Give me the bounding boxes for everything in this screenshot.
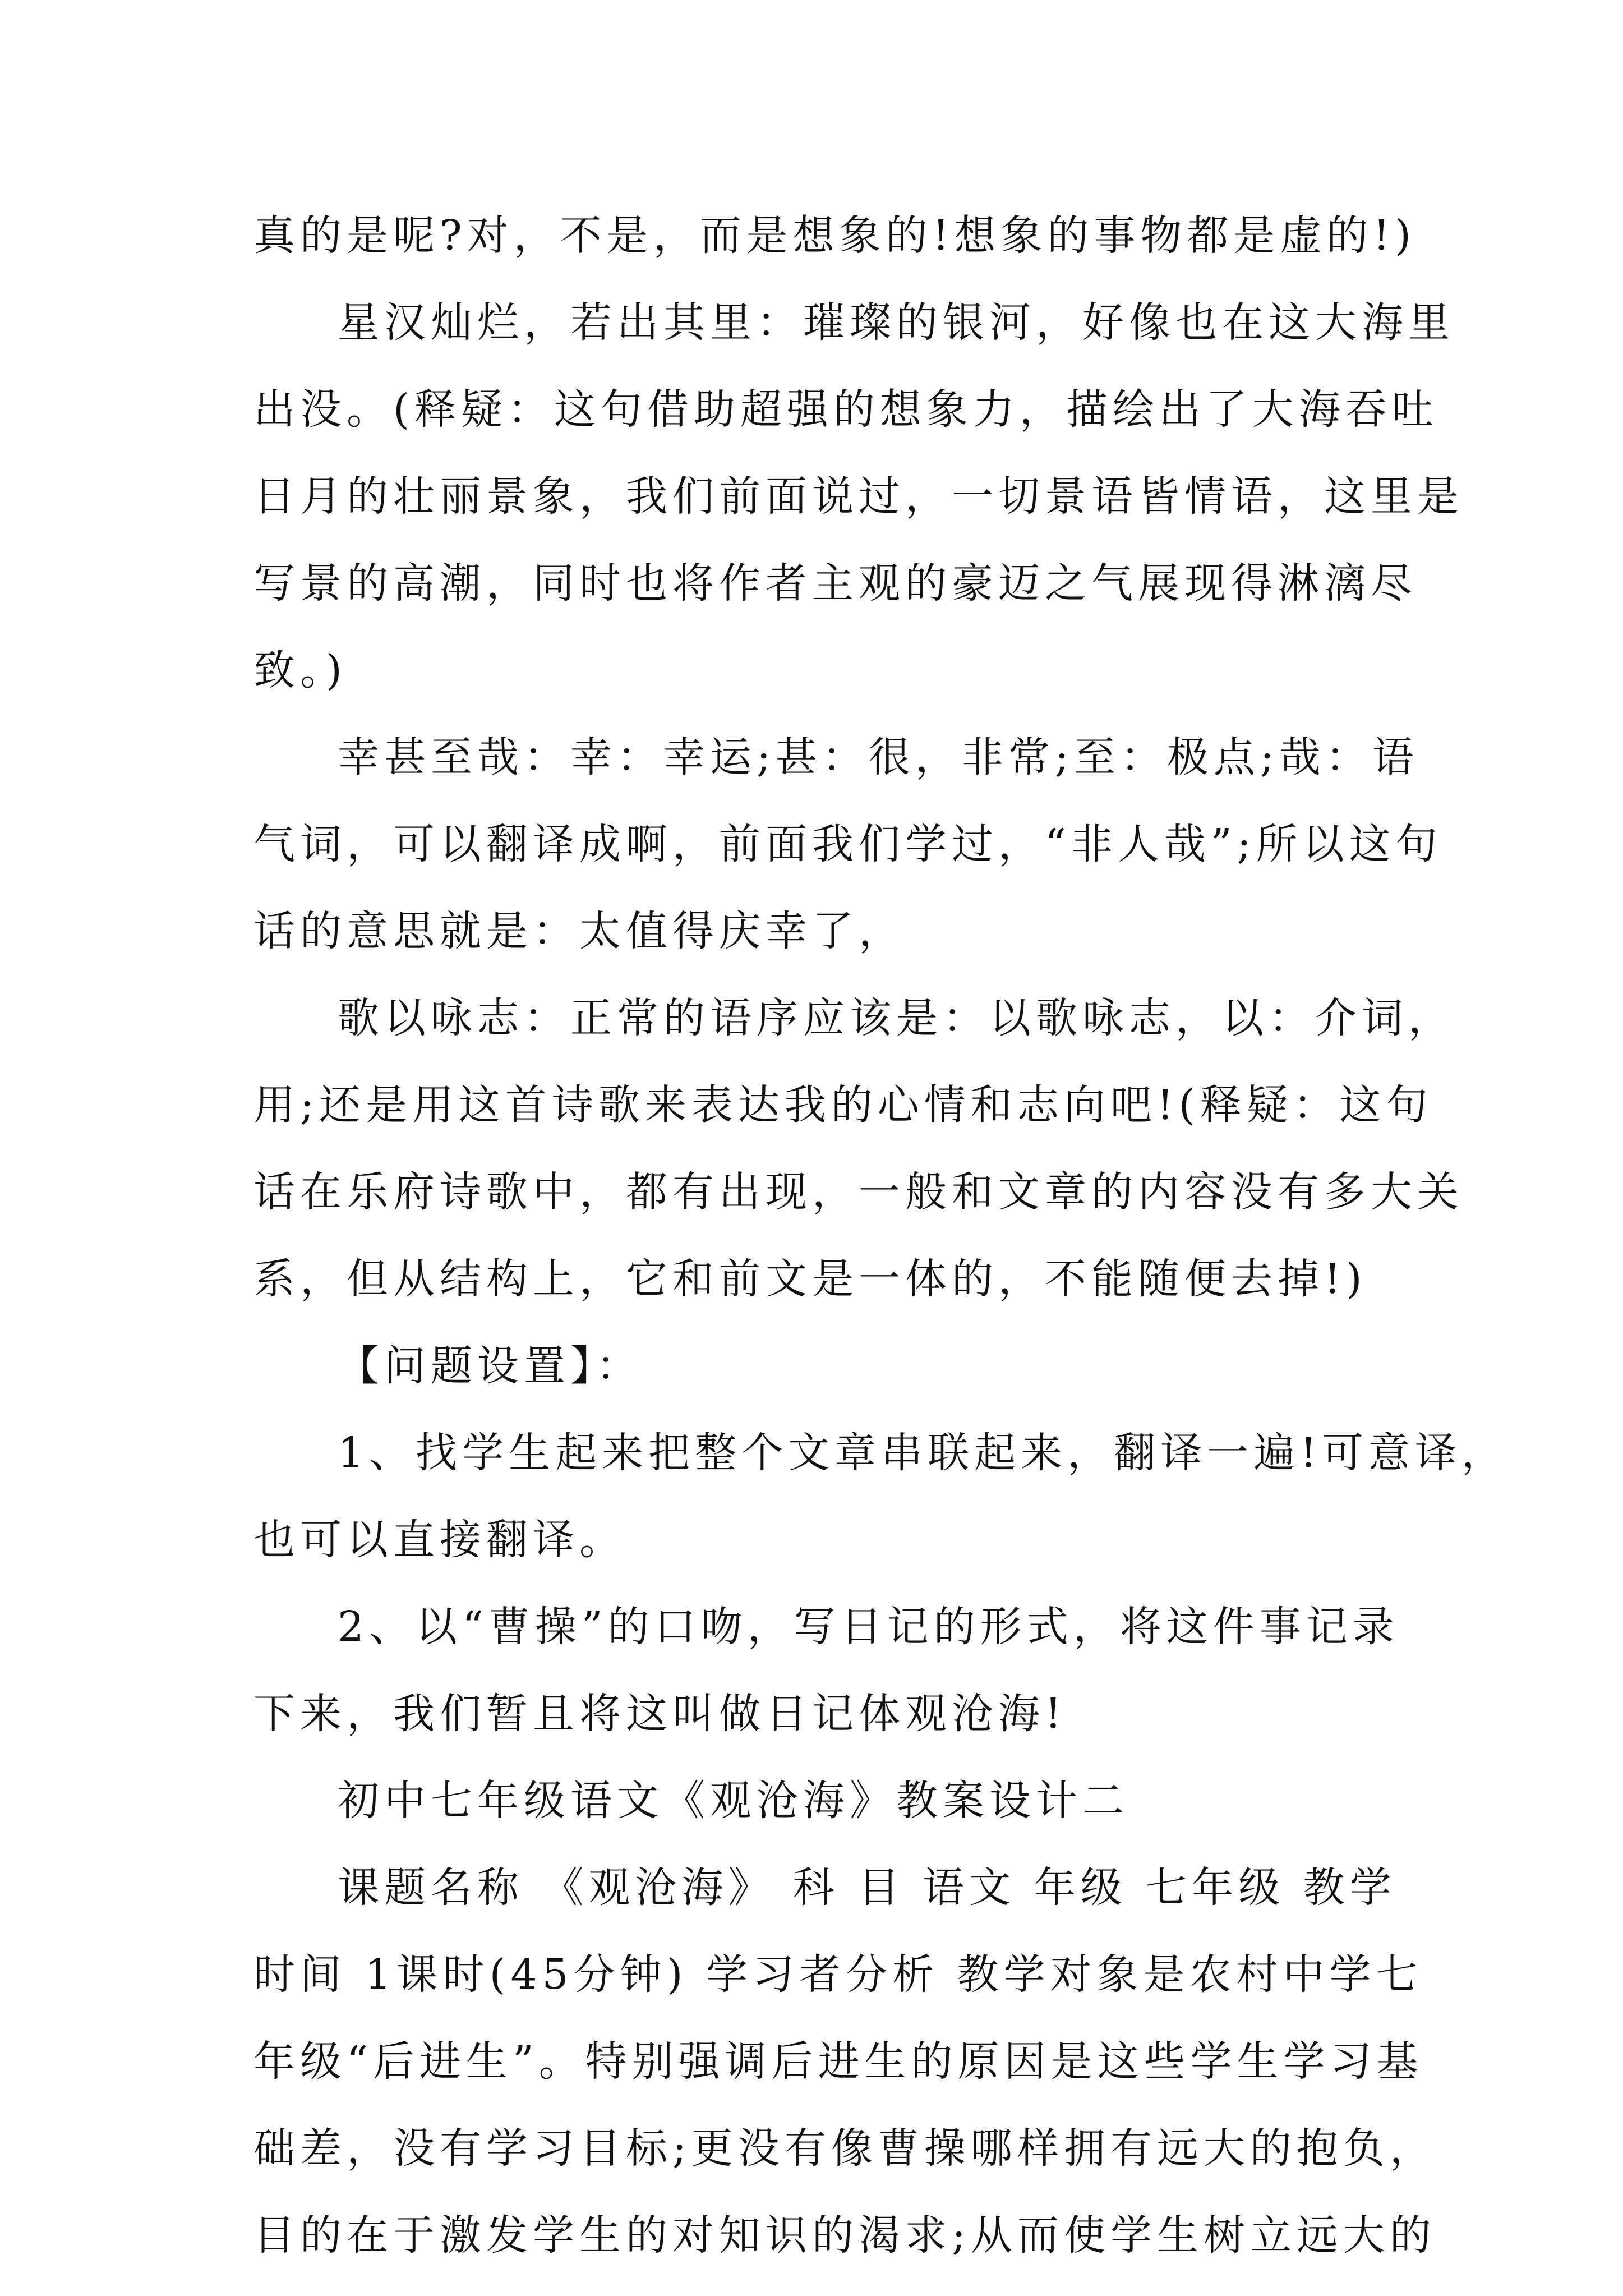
text-line-17: 2、以“曹操”的口吻，写日记的形式，将这件事记录: [338, 1603, 1399, 1651]
text-line-22: 年级“后进生”。特别强调后进生的原因是这些学生学习基: [253, 2037, 1423, 2086]
text-line-11: 用;还是用这首诗歌来表达我的心情和志向吧!(释疑：这句: [253, 1081, 1433, 1129]
section-heading-problem-setting: 【问题设置】：: [338, 1342, 643, 1390]
text-line-9: 话的意思就是：太值得庆幸了，: [253, 907, 905, 955]
text-line-18: 下来，我们暂且将这叫做日记体观沧海!: [253, 1690, 1067, 1738]
text-line-5: 写景的高潮，同时也将作者主观的豪迈之气展现得淋漓尽: [253, 559, 1417, 608]
text-line-23: 础差，没有学习目标;更没有像曹操哪样拥有远大的抱负，: [253, 2124, 1436, 2173]
text-line-15: 1、找学生起来把整个文章串联起来，翻译一遍!可意译，: [338, 1429, 1508, 1477]
text-line-2: 星汉灿烂，若出其里：璀璨的银河，好像也在这大海里: [338, 298, 1455, 347]
text-line-24: 目的在于激发学生的对知识的渴求;从而使学生树立远大的: [253, 2211, 1436, 2260]
text-line-20: 课题名称 《观沧海》 科 目 语文 年级 七年级 教学: [338, 1864, 1396, 1912]
text-line-1: 真的是呢?对，不是，而是想象的!想象的事物都是虚的!): [253, 211, 1417, 260]
text-line-6: 致。): [253, 646, 347, 694]
text-line-16: 也可以直接翻译。: [253, 1516, 626, 1564]
text-line-7: 幸甚至哉：幸：幸运;甚：很，非常;至：极点;哉：语: [338, 733, 1419, 781]
text-line-12: 话在乐府诗歌中，都有出现，一般和文章的内容没有多大关: [253, 1168, 1464, 1216]
text-line-10: 歌以咏志：正常的语序应该是：以歌咏志，以：介词，: [338, 994, 1455, 1042]
text-line-21: 时间 1课时(45分钟) 学习者分析 教学对象是农村中学七: [253, 1950, 1423, 1999]
text-line-4: 日月的壮丽景象，我们前面说过，一切景语皆情语，这里是: [253, 472, 1464, 521]
section-title-lesson-plan-two: 初中七年级语文《观沧海》教案设计二: [338, 1777, 1129, 1825]
text-line-8: 气词，可以翻译成啊，前面我们学过，“非人哉”;所以这句: [253, 820, 1442, 868]
text-line-3: 出没。(释疑：这句借助超强的想象力，描绘出了大海吞吐: [253, 385, 1438, 434]
text-line-13: 系，但从结构上，它和前文是一体的，不能随便去掉!): [253, 1255, 1367, 1303]
